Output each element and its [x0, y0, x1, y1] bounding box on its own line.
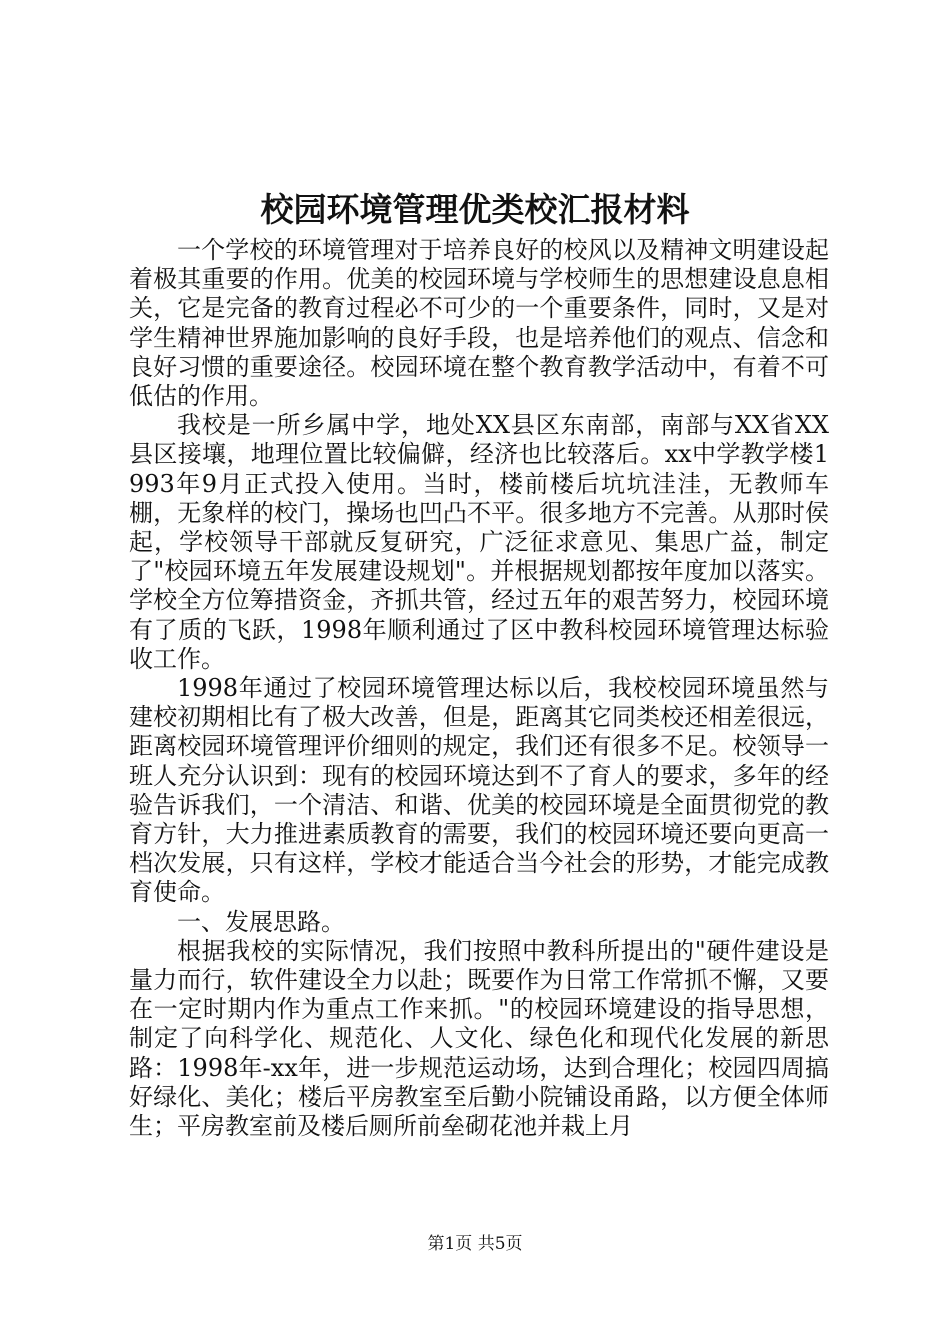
- paragraph-development-ideas: 根据我校的实际情况，我们按照中教科所提出的"硬件建设是量力而行，软件建设全力以赴；既要作为日常工作常抓不懈，又要在一定时期内作为重点工作来抓。"的校园环境建设的指导思想，制定了向科学化、规范化、人文化、绿色化和现代化发展的新思路：1998年-xx年，进一步规范运动场，达到合理化；校园四周搞好绿化、美化；楼后平房教室至后勤小院铺设甬路，以方便全体师生；平房教室前及楼后厕所前垒砌花池并栽上月: [129, 936, 829, 1141]
- paragraph-intro: 一个学校的环境管理对于培养良好的校风以及精神文明建设起着极其重要的作用。优美的校园环境与学校师生的思想建设息息相关，它是完备的教育过程必不可少的一个重要条件，同时，又是对学生精神世界施加影响的良好手段，也是培养他们的观点、信念和良好习惯的重要途径。校园环境在整个教育教学活动中，有着不可低估的作用。: [129, 236, 829, 411]
- document-body: [129, 236, 829, 1141]
- document-title: 校园环境管理优类校汇报材料: [260, 190, 690, 229]
- paragraph-school-background: 我校是一所乡属中学，地处XX县区东南部，南部与XX省XX县区接壤，地理位置比较偏僻，经济也比较落后。xx中学教学楼1993年9月正式投入使用。当时，楼前楼后坑坑洼洼，无教师车棚，无象样的校门，操场也凹凸不平。很多地方不完善。从那时侯起，学校领导干部就反复研究，广泛征求意见、集思广益，制定了"校园环境五年发展建设规划"。并根据规划都按年度加以落实。学校全方位筹措资金，齐抓共管，经过五年的艰苦努力，校园环境有了质的飞跃，1998年顺利通过了区中教科校园环境管理达标验收工作。: [129, 411, 829, 673]
- section-heading-development-ideas: 一、发展思路。: [177, 907, 345, 936]
- page-number-footer: 第1页 共5页: [427, 1234, 523, 1254]
- paragraph-after-1998: 1998年通过了校园环境管理达标以后，我校校园环境虽然与建校初期相比有了极大改善，但是，距离其它同类校还相差很远，距离校园环境管理评价细则的规定，我们还有很多不足。校领导一班人充分认识到：现有的校园环境达到不了育人的要求，多年的经验告诉我们，一个清洁、和谐、优美的校园环境是全面贯彻党的教育方针，大力推进素质教育的需要，我们的校园环境还要向更高一档次发展，只有这样，学校才能适合当今社会的形势，才能完成教育使命。: [129, 674, 829, 907]
